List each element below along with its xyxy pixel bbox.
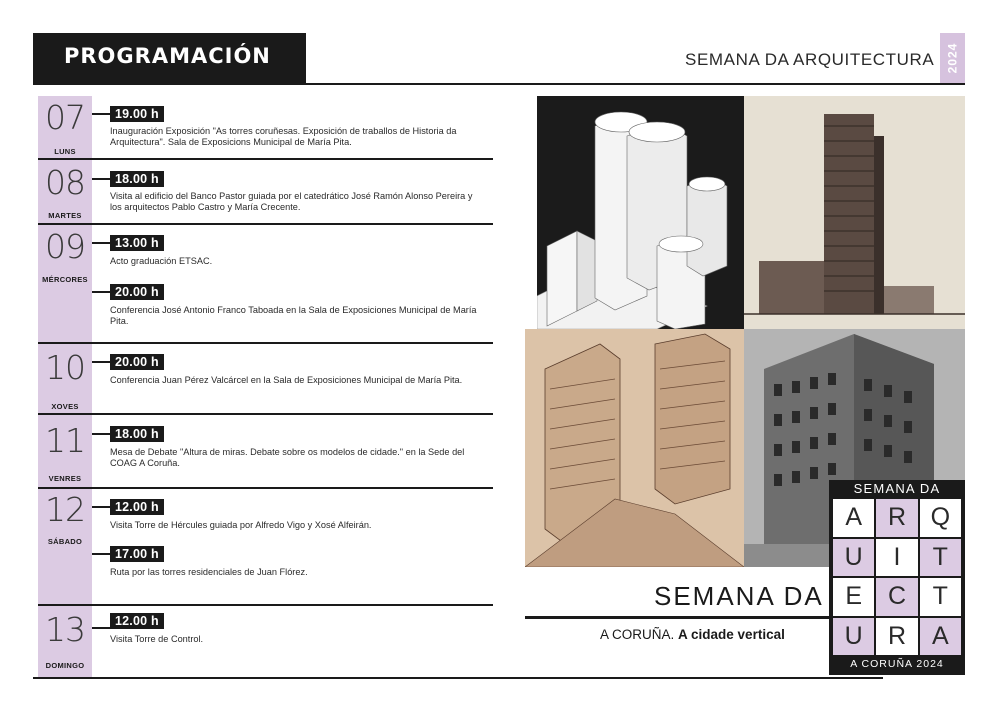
day-name: SÁBADO <box>47 537 83 546</box>
time-connector <box>92 361 110 363</box>
logo-letter: C <box>876 578 917 616</box>
event-time: 18.00 h <box>110 171 164 187</box>
event-time: 17.00 h <box>110 546 164 562</box>
day-name: XOVES <box>51 402 79 411</box>
event-time: 20.00 h <box>110 284 164 300</box>
event-description: Mesa de Debate "Altura de miras. Debate sobre os modelos de cidade." en la Sede del COAG A Coruña. <box>110 447 465 468</box>
residential-towers-sketch-image <box>525 329 744 567</box>
logo-letter: U <box>833 539 874 577</box>
day-name: LUNS <box>54 147 76 156</box>
event-description: Ruta por las torres residenciales de Juan Flórez. <box>110 567 308 577</box>
day-number: 10 <box>45 348 85 387</box>
semana-da-heading: SEMANA DA <box>654 581 824 611</box>
day-separator <box>38 604 493 606</box>
logo-letter: A <box>920 618 961 656</box>
day-separator <box>38 158 493 160</box>
day-separator <box>38 223 493 225</box>
day-separator <box>38 342 493 344</box>
day-name: DOMINGO <box>45 661 85 670</box>
event-time: 13.00 h <box>110 235 164 251</box>
tagline-title: A cidade vertical <box>678 627 785 642</box>
tagline-divider <box>525 616 830 619</box>
time-connector <box>92 178 110 180</box>
day-number: 13 <box>45 610 85 649</box>
event-description: Visita Torre de Hércules guiada por Alfredo Vigo y Xosé Alfeirán. <box>110 520 372 530</box>
event-description: Conferencia Juan Pérez Valcárcel en la Sala de Exposiciones Municipal de María Pita. <box>110 375 463 385</box>
time-connector <box>92 242 110 244</box>
event-description: Visita al edificio del Banco Pastor guiada por el catedrático José Ramón Alonso Pereira y los arquitectos Pablo Castro y María Crecente. <box>110 191 473 212</box>
page-title: PROGRAMACIÓN <box>64 44 271 68</box>
time-connector <box>92 627 110 629</box>
logo-letter: T <box>920 578 961 616</box>
tagline-city: A CORUÑA. <box>600 627 675 642</box>
event-description: Conferencia José Antonio Franco Taboada en la Sala de Exposiciones Municipal de María Pita. <box>110 305 477 326</box>
event-time: 12.00 h <box>110 499 164 515</box>
logo-letter: A <box>833 499 874 537</box>
event-description: Inauguración Exposición "As torres coruñesas. Exposición de traballos de Historia da Arquitectura". Sala de Exposicions Municipal de María Pita. <box>110 126 457 147</box>
logo-letter: R <box>876 618 917 656</box>
day-separator <box>38 413 493 415</box>
day-number: 07 <box>45 98 85 137</box>
bottom-rule <box>33 677 883 679</box>
header-divider <box>33 83 965 85</box>
logo-letter: R <box>876 499 917 537</box>
year-label: 2024 <box>945 42 960 74</box>
day-number: 09 <box>45 227 85 266</box>
logo-letter: I <box>876 539 917 577</box>
logo-letter: E <box>833 578 874 616</box>
event-time: 20.00 h <box>110 354 164 370</box>
logo-letter-grid <box>833 499 961 655</box>
header-subtitle: SEMANA DA ARQUITECTURA <box>685 50 935 69</box>
logo-bottom-text: A CORUÑA 2024 <box>850 658 944 670</box>
day-number: 12 <box>45 490 85 529</box>
day-separator <box>38 487 493 489</box>
time-connector <box>92 506 110 508</box>
day-number: 11 <box>45 421 85 460</box>
event-description: Visita Torre de Control. <box>110 634 204 644</box>
logo-letter: Q <box>920 499 961 537</box>
axonometric-drawing-image <box>537 96 744 329</box>
tagline <box>600 627 785 642</box>
day-name: VENRES <box>48 474 82 483</box>
day-name: MÉRCORES <box>42 275 88 284</box>
time-connector <box>92 553 110 555</box>
logo-letter: T <box>920 539 961 577</box>
event-time: 19.00 h <box>110 106 164 122</box>
event-time: 12.00 h <box>110 613 164 629</box>
event-time: 18.00 h <box>110 426 164 442</box>
day-number: 08 <box>45 163 85 202</box>
time-connector <box>92 113 110 115</box>
time-connector <box>92 291 110 293</box>
time-connector <box>92 433 110 435</box>
logo-top-text: SEMANA DA <box>853 481 941 496</box>
logo-letter: U <box>833 618 874 656</box>
event-description: Acto graduación ETSAC. <box>110 256 213 266</box>
tower-elevation-image <box>744 96 965 329</box>
day-name: MARTES <box>48 211 82 220</box>
